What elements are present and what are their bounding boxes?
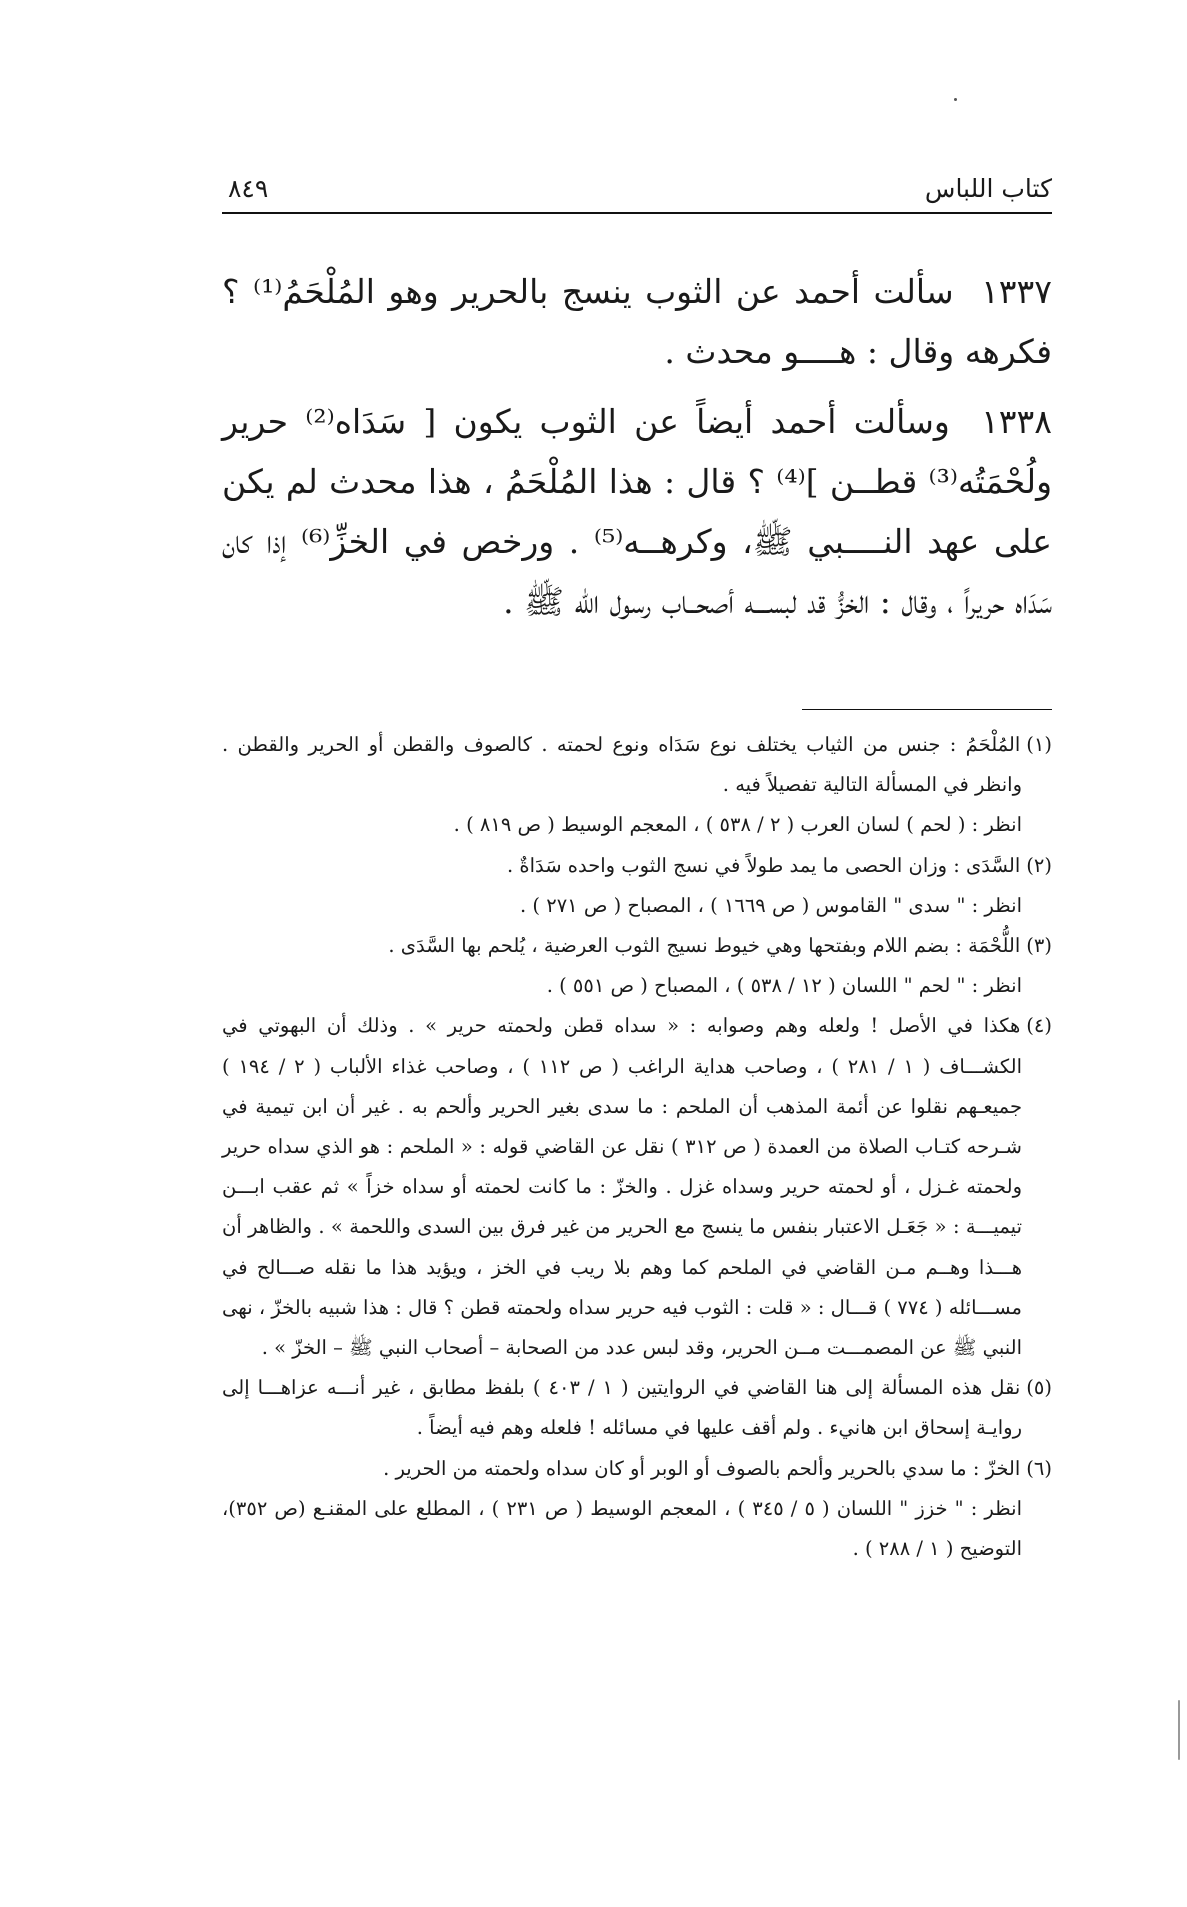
footnote-reference: انظر : " سدى " القاموس ( ص ١٦٦٩ ) ، المصباح ( ص ٢٧١ ) . <box>520 893 1022 917</box>
issue-number: ١٣٣٨ <box>981 402 1052 441</box>
footnote-text: اللُّحْمَة : بضم اللام وبفتحها وهي خيوط نسيج الثوب العرضية ، يُلحم بها السَّدَى . <box>388 934 1021 958</box>
issue-text: وسألت أحمد أيضاً عن الثوب يكون [ سَدَاه⁽²⁾ حرير ولُحْمَتُه⁽³⁾ قطــن ]⁽⁴⁾ ؟ قال : هذا المُلْحَمُ ، هذا محدث لم يكن على عهد النــــبي ﷺ، وكرهــه⁽⁵⁾ . ورخص في الخزِّ⁽⁶⁾ إذا كان سَدَاه حريراً ، وقال : الخزُّ قد لبســـه أصحــاب رسول الله ﷺ . <box>222 402 1053 621</box>
issue-number: ١٣٣٧ <box>981 272 1052 311</box>
footnote-5 <box>222 1368 1052 1448</box>
footnote-separator <box>802 709 1052 710</box>
page-header <box>222 168 1052 214</box>
page-number: ٨٤٩ <box>228 174 269 203</box>
issue-1338 <box>222 392 1052 632</box>
footnote-3 <box>222 926 1052 966</box>
footnote-reference: انظر : " خزز " اللسان ( ٥ / ٣٤٥ ) ، المعجم الوسيط ( ص ٢٣١ ) ، المطلع على المقنـع (ص ٣٥٢)، التوضيح ( ١ / ٢٨٨ ) . <box>222 1496 1022 1561</box>
footnote-marker: (٤) <box>1026 1014 1052 1038</box>
scan-speck <box>1178 1700 1180 1760</box>
issue-text: سألت أحمد عن الثوب ينسج بالحرير وهو المُلْحَمُ⁽¹⁾ ؟ فكرهه وقال : هــــو محدث . <box>222 272 1052 371</box>
book-title: كتاب اللباس <box>924 174 1052 203</box>
footnote-1 <box>222 725 1052 805</box>
footnote-reference: انظر : " لحم " اللسان ( ١٢ / ٥٣٨ ) ، المصباح ( ص ٥٥١ ) . <box>546 974 1022 998</box>
footnote-marker: (١) <box>1026 733 1052 756</box>
footnote-text: هكذا في الأصل ! ولعله وهم وصوابه : « سداه قطن ولحمته حرير » . وذلك أن البهوتي في الكشـــاف ( ١ / ٢٨١ ) ، وصاحب هداية الراغب ( ص ١١٢ ) ، وصاحب غذاء الألباب ( ٢ / ١٩٤ ) جميعـهم نقلوا عن أئمة المذهب أن الملحم : ما سدى بغير الحرير وألحم به . غير أن ابن تيمية في شـرحه كتـاب الصلاة من العمدة ( ص ٣١٢ ) نقل عن القاضي قوله : « الملحم : هو الذي سداه حرير ولحمته غـزل ، أو لحمته حرير وسداه غزل . والخزّ : ما كانت لحمته أو سداه خزاً » ثم عقب ابـــن تيميـــة : « جَعَـل الاعتبار بنفس ما ينسج مع الحرير من غير فرق بين السدى واللحمة » . والظاهر أن هـــذا وهــم مـن القاضي في الملحم كما وهم بلا ريب في الخز ، ويؤيد هذا ما نقله صـــالح في مســـائله ( ٧٧٤ ) قـــال : « قلت : الثوب فيه حرير سداه ولحمته قطن ؟ قال : هذا شبيه بالخزّ ، نهى النبي ﷺ عن المصمـــت مــن الحرير، وقد لبس عدد من الصحابة – أصحاب النبي ﷺ – الخزّ » . <box>222 1014 1023 1360</box>
scan-speck <box>954 98 957 101</box>
footnote-text: المُلْحَمُ : جنس من الثياب يختلف نوع سَدَاه ونوع لحمته . كالصوف والقطن أو الحرير والقطن . وانظر في المسألة التالية تفصيلاً فيه . <box>222 733 1022 797</box>
issue-1337 <box>222 262 1052 382</box>
main-text <box>222 262 1052 642</box>
footnote-4 <box>222 1006 1052 1368</box>
footnote-text: السَّدَى : وزان الحصى ما يمد طولاً في نسج الثوب واحده سَدَاةٌ . <box>506 853 1021 877</box>
footnote-marker: (٦) <box>1026 1456 1052 1480</box>
footnote-reference: انظر : ( لحم ) لسان العرب ( ٢ / ٥٣٨ ) ، المعجم الوسيط ( ص ٨١٩ ) . <box>453 813 1022 837</box>
footnote-marker: (٣) <box>1026 934 1052 958</box>
footnote-marker: (٥) <box>1026 1376 1052 1400</box>
footnote-2 <box>222 846 1052 886</box>
footnote-marker: (٢) <box>1026 853 1052 877</box>
footnote-6 <box>222 1449 1052 1489</box>
footnote-text: الخزّ : ما سدي بالحرير وألحم بالصوف أو الوبر أو كان سداه ولحمته من الحرير . <box>383 1456 1021 1480</box>
footnotes <box>222 725 1052 1569</box>
footnote-text: نقل هذه المسألة إلى هنا القاضي في الروايتين ( ١ / ٤٠٣ ) بلفظ مطابق ، غير أنـــه عزاهـــا إلى روايـة إسحاق ابن هانيء . ولم أقف عليها في مسائله ! فلعله وهم فيه أيضاً . <box>222 1376 1022 1440</box>
